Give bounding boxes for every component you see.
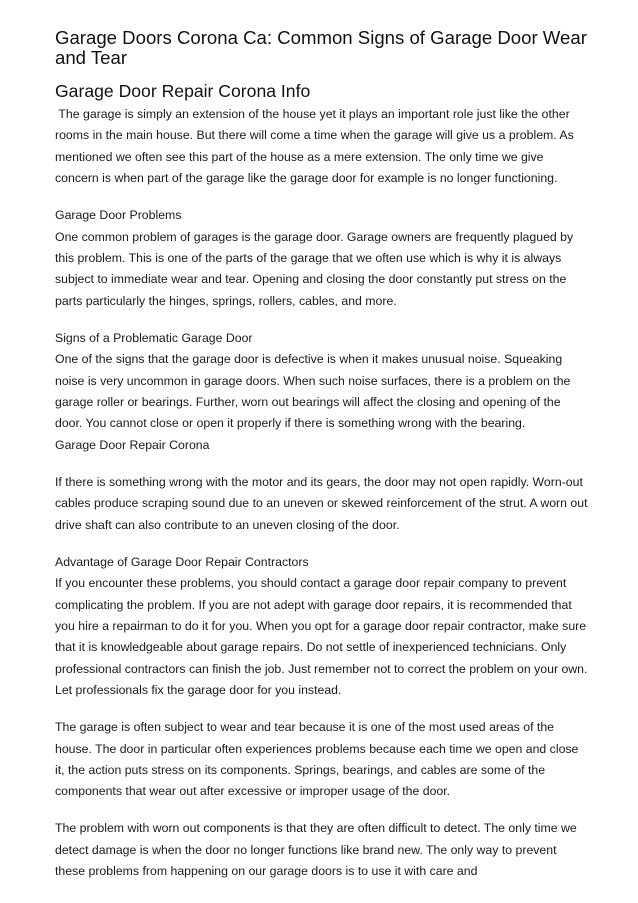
document-title: Garage Doors Corona Ca: Common Signs of Garage Door Wear and Tear (55, 27, 587, 68)
document-subtitle: Garage Door Repair Corona Info (55, 81, 311, 101)
document-page (55, 28, 590, 883)
paragraph-motor-gears: If there is something wrong with the motor and its gears, the door may not open rapidly. Worn-out cables produce scraping sound due to an uneven or skewed reinforcement of the strut. A worn out drive shaft can also contribute to an uneven closing of the door. (55, 474, 588, 532)
paragraph-worn-out-components: The problem with worn out components is that they are often difficult to detect. The only time we detect damage is when the door no longer functions like brand new. The only way to prevent these problems from happening on our garage doors is to use it with care and (55, 821, 577, 879)
paragraph-garage-door-problems: One common problem of garages is the garage door. Garage owners are frequently plagued by this problem. This is one of the parts of the garage that we often use which is why it is always subject to immediate wear and tear. Opening and closing the door constantly put stress on the parts particularly the hinges, springs, rollers, cables, and more. (55, 229, 574, 308)
section-heading-garage-door-problems: Garage Door Problems (55, 208, 182, 223)
section-heading-advantage-contractors: Advantage of Garage Door Repair Contractors (55, 554, 309, 569)
paragraph-garage-door-repair-corona: Garage Door Repair Corona (55, 437, 210, 452)
paragraph-intro: The garage is simply an extension of the house yet it plays an important role just like the other rooms in the main house. But there will come a time when the garage will give us a problem. As mentioned we often see this part of the house as a mere extension. The only time we give concern is when part of the garage like the garage door for example is no longer functioning. (55, 107, 578, 186)
paragraph-signs-problematic-door: One of the signs that the garage door is defective is when it makes unusual noise. Squeaking noise is very uncommon in garage doors. When such noise surfaces, there is a problem on the garage roller or bearings. Further, worn out bearings will affect the closing and opening of the door. You cannot close or open it properly if there is something wrong with the bearing. (55, 352, 571, 431)
paragraph-wear-and-tear: The garage is often subject to wear and tear because it is one of the most used areas of the house. The door in particular often experiences problems because each time we open and close it, the action puts stress on its components. Springs, bearings, and cables are some of the components that wear out after excessive or improper usage of the door. (55, 720, 579, 799)
paragraph-advantage-contractors: If you encounter these problems, you should contact a garage door repair company to prevent complicating the problem. If you are not adept with garage door repairs, it is recommended that you hire a repairman to do it for you. When you opt for a garage door repair contractor, make sure that it is knowledgeable about garage repairs. Do not settle of inexperienced technicians. Only professional contractors can finish the job. Just remember not to correct the problem on your own. Let professionals fix the garage door for you instead. (55, 576, 588, 698)
section-heading-signs-problematic-door: Signs of a Problematic Garage Door (55, 330, 253, 345)
